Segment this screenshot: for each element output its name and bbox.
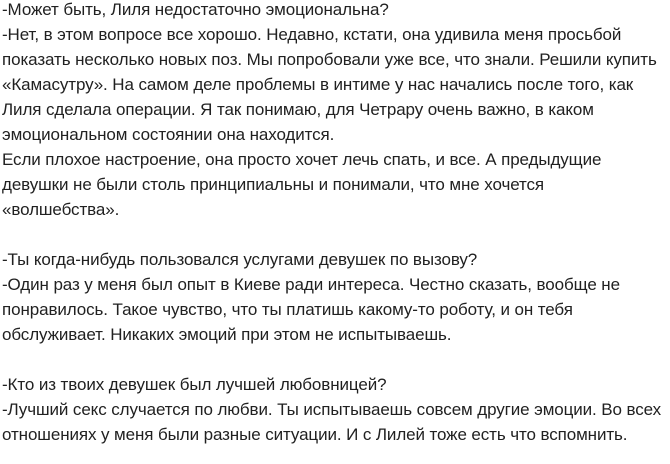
interview-answer: -Нет, в этом вопросе все хорошо. Недавно, кстати, она удивила меня просьбой показать несколько новых поз. Мы попробовали уже все, что знали. Решили купить «Камасутру». На самом деле проблемы в интиме у нас начались после того, как Лиля сделала операции. Я так понимаю, для Четрару очень важно, в каком эмоциональном состоянии она находится. [2, 25, 657, 144]
interview-answer-continuation: Если плохое настроение, она просто хочет лечь спать, и все. А предыдущие девушки не были столь принципиальны и понимали, что мне хочется «волшебства». [2, 150, 602, 219]
interview-question: -Кто из твоих девушек был лучшей любовницей? [2, 375, 387, 394]
qa-block [2, 0, 664, 222]
interview-answer: -Один раз у меня был опыт в Киеве ради интереса. Честно сказать, вообще не понравилось. Такое чувство, что ты платишь какому-то роботу, и он тебя обслуживает. Никаких эмоций при этом не испытываешь. [2, 275, 620, 344]
interview-question: -Ты когда-нибудь пользовался услугами девушек по вызову? [2, 250, 478, 269]
interview-answer: -Лучший секс случается по любви. Ты испытываешь совсем другие эмоции. Во всех отношениях у меня были разные ситуации. И с Лилей тоже есть что вспомнить. [2, 400, 662, 444]
qa-block [2, 247, 664, 347]
qa-block [2, 372, 664, 447]
interview-question: -Может быть, Лиля недостаточно эмоциональна? [2, 0, 389, 19]
